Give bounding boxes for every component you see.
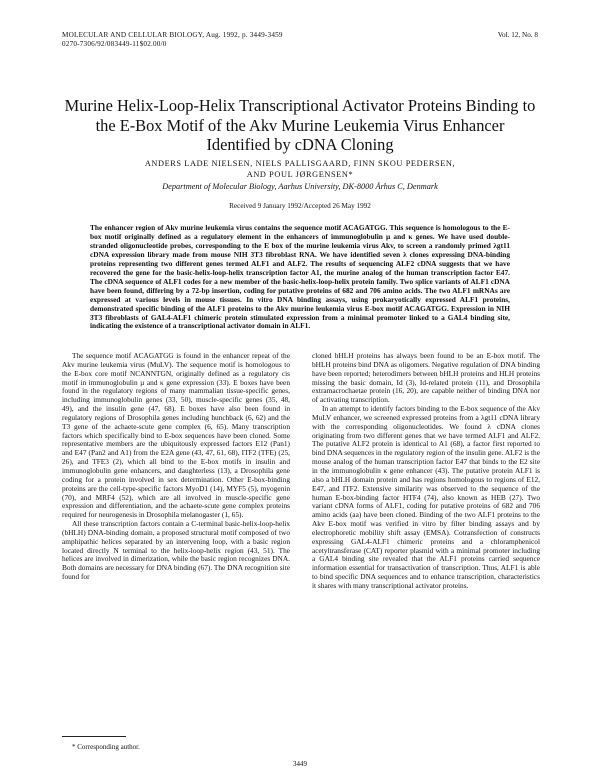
author-line-2: AND POUL JØRGENSEN* — [246, 170, 354, 179]
author-line-1: ANDERS LADE NIELSEN, NIELS PALLISGAARD, FINN SKOU PEDERSEN, — [144, 159, 456, 168]
body-column-left — [62, 352, 290, 582]
footnote-rule — [62, 736, 126, 737]
volume-issue: Vol. 12, No. 8 — [497, 31, 538, 39]
paragraph: In an attempt to identify factors binding to the E-box sequence of the Akv MuLV enhancer, we screened expressed proteins from a λgt11 cDNA library with the corresponding oligonucleotides. We found λ cDNA clones originating from two different genes that we have termed ALF1 and ALF2. The putative ALF2 protein is identical to A1 (68), a factor first reported to bind DNA sequences in the regulatory region of the insulin gene. ALF2 is the mouse analog of the human transcription factor E47 that binds to the E2 site in the immunoglobulin κ gene enhancer (43). The putative protein ALF1 is also a bHLH domain protein and has regions homologous to regions of E12, E47, and ITF2. Extensive similarity was observed to the sequence of the human E-box-binding factor HTF4 (74), also known as HEB (27). Two variant cDNA forms of ALF1, coding for putative proteins of 682 and 706 amino acids (aa) have been cloned. Binding of the two ALF1 proteins to the Akv E-box motif was verified in vitro by filter binding assays and by electrophoretic mobility shift assay (EMSA). Cotransfection of constructs expressing GAL4-ALF1 chimeric proteins and a chloramphenicol acetyltransferase (CAT) reporter plasmid with a minimal promoter including a GAL4 binding site revealed that the ALF1 proteins carried sequence information essential for transactivation of transcription. Thus, ALF1 is able to bind specific DNA sequences and to enhance transcription, characteristics it shares with many transcriptional activator proteins. — [312, 404, 540, 590]
footnote: * Corresponding author. — [72, 743, 140, 751]
page-number: 3449 — [293, 760, 307, 768]
article-title: Murine Helix-Loop-Helix Transcriptional Activator Proteins Binding to the E-Box Motif of the Akv Murine Leukemia Virus Enhancer Identified by cDNA Cloning — [64, 96, 536, 154]
paragraph: cloned bHLH proteins has always been found to be an E-box motif. The bHLH proteins bind DNA as oligomers. Negative regulation of DNA binding have been reported; heterodimers between bHLH proteins and HLH proteins missing the basic domain, Id (3), Id-related protein (11), and Drosophila extramacrochaetae protein (16, 20), are capable neither of binding DNA nor of activating transcription. — [312, 351, 540, 405]
abstract: The enhancer region of Akv murine leukemia virus contains the sequence motif ACAGATGG. This sequence is homologous to the E-box motif originally defined as a regulatory element in the enhancers of immunoglobulin µ and κ genes. We have used double-stranded oligonucleotide probes, corresponding to the E box of the murine leukemia virus Akv, to screen a randomly primed λgt11 cDNA expression library made from mouse NIH 3T3 fibroblast RNA. We have identified seven λ clones expressing DNA-binding proteins representing two different genes termed ALF1 and ALF2. The results of sequencing ALF2 cDNA suggests that we have recovered the gene for the basic-helix-loop-helix transcription factor A1, the murine analog of the human transcription factor E47. The cDNA sequence of ALF1 codes for a new member of the basic-helix-loop-helix protein family. Two splice variants of ALF1 cDNA have been found, differing by a 72-bp insertion, coding for putative proteins of 682 and 706 amino acids. The two ALF1 mRNAs are expressed at various levels in mouse tissues. In vitro DNA binding assays, using prokaryotically expressed ALF1 proteins, demonstrated specific binding of the ALF1 proteins to the Akv murine leukemia virus E-box motif ACAGATGG. Expression in NIH 3T3 fibroblasts of GAL4-ALF1 chimeric protein stimulated expression from a minimal promoter linked to a GAL4 binding site, indicating the existence of a transcriptional activator domain in ALF1. — [90, 223, 510, 331]
running-header — [62, 31, 283, 49]
affiliation: Department of Molecular Biology, Aarhus University, DK-8000 Århus C, Denmark — [162, 182, 438, 191]
author-list — [62, 158, 538, 180]
body-column-right — [312, 352, 540, 591]
paragraph: All these transcription factors contain a C-terminal basic-helix-loop-helix (bHLH) DNA-binding domain, a proposed structural motif composed of two amphipathic helices separated by an intervening loop, with a basic region located directly N terminal to the helix-loop-helix region (43, 51). The helices are involved in dimerization, while the basic region recognizes DNA. Both domains are necessary for DNA binding (67). The DNA recognition site found for — [62, 519, 290, 582]
journal-citation: MOLECULAR AND CELLULAR BIOLOGY, Aug. 1992, p. 3449-3459 — [62, 31, 283, 39]
issn-line: 0270-7306/92/083449-11$02.00/0 — [62, 40, 167, 48]
paragraph: The sequence motif ACAGATGG is found in the enhancer repeat of the Akv murine leukemia virus (MuLV). The sequence motif is homologous to the E-box core motif NCANNTGN, originally defined as a regulatory cis motif in immunoglobulin µ and κ gene expression (33). E boxes have been found in the regulatory regions of many mammalian tissue-specific genes, including immunoglobulin genes (33, 50), muscle-specific genes (35, 48, 49), and the insulin gene (47, 68). E boxes have also been found in regulatory regions of Drosophila genes including hunchback (6, 62) and the T3 gene of the achaete-scute gene complex (6, 65). Many transcription factors which specifically bind to E-box sequences have been cloned. Some representative members are the ubiquitously expressed factors E12 (Pan1) and E47 (Pan2 and A1) from the E2A gene (43, 47, 61, 68), ITF2 (TFE) (25, 26), and TFE3 (2), which all bind to the E-box motifs in insulin and immunoglobulin gene enhancers, and daughterless (13), a Drosophila gene coding for a protein involved in sex determination. Other E-box-binding proteins are the cell-type-specific factors MyoD1 (14), MYF5 (5), myogenin (70), and MRF4 (52), which are all involved in muscle-specific gene expression and differentiation, and the achaete-scute gene complex proteins required for neurogenesis in Drosophila melanogaster (1, 65). — [62, 351, 290, 520]
received-dates: Received 9 January 1992/Accepted 26 May 1992 — [229, 202, 371, 210]
